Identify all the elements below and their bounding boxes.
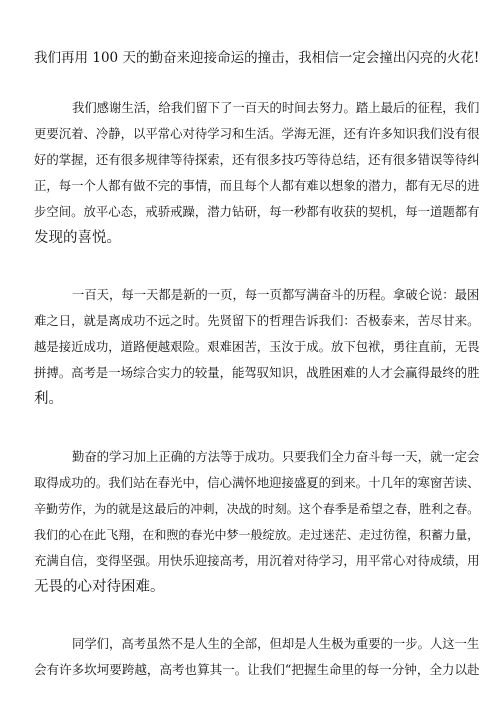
text-line: 勤奋的学习加上正确的方法等于成功。只要我们全力奋斗每一天，就一定会: [72, 450, 480, 464]
text-line: 我们感谢生活，给我们留下了一百天的时间去努力。踏上最后的征程，我们: [72, 101, 480, 115]
text-line: 正，每一个人都有做不完的事情，而且每个人都有难以想象的潜力，都有无尽的进: [34, 178, 480, 193]
text-line: 步空间。放平心态，戒骄戒躁，潜力钻研，每一秒都有收获的契机，每一道题都有: [34, 204, 480, 219]
text-line: 更要沉着、冷静，以平常心对待学习和生活。学海无涯，还有许多知识我们没有很: [34, 126, 480, 141]
text-line: 利。: [34, 391, 63, 407]
text-line: 会有许多坎坷要跨越，高考也算其一。让我们“把握生命里的每一分钟，全力以赴: [34, 662, 480, 677]
text-line: 无畏的心对待困难。: [34, 579, 165, 595]
text-line: 拼搏。高考是一场综合实力的较量，能驾驭知识，战胜困难的人才会赢得最终的胜: [34, 365, 480, 380]
text-line: 好的掌握，还有很多规律等待探索，还有很多技巧等待总结，还有很多错误等待纠: [34, 152, 480, 167]
text-line: 同学们，高考虽然不是人生的全部，但却是人生极为重要的一步。人这一生: [72, 637, 480, 651]
text-line: 一百天，每一天都是新的一页，每一页都写满奋斗的历程。拿破仑说：最困: [72, 288, 480, 302]
text-line: 难之日，就是离成功不远之时。先贤留下的哲理告诉我们：否极泰来，苦尽甘来。: [34, 313, 480, 328]
text-line: 取得成功的。我们站在春光中，信心满怀地迎接盛夏的到来。十几年的寒窗苦读、: [34, 475, 480, 490]
text-line: 我们的心在此飞翔，在和煦的春光中梦一般绽放。走过迷茫、走过彷徨，积蓄力量，: [34, 528, 480, 542]
text-line: 我们再用 100 天的勤奋来迎接命运的撞击，我相信一定会撞出闪亮的火花!: [34, 50, 480, 66]
text-line: 越是接近成功，道路便越艰险。艰难困苦，玉汝于成。放下包袱，勇往直前，无畏: [34, 339, 480, 354]
text-line: 充满自信，变得坚强。用快乐迎接高考，用沉着对待学习，用平常心对待成绩，用: [34, 553, 480, 568]
text-line: 发现的喜悦。: [34, 230, 121, 246]
text-line: 辛勤劳作，为的就是这最后的冲刺，决战的时刻。这个春季是希望之春，胜利之春。: [34, 502, 480, 516]
